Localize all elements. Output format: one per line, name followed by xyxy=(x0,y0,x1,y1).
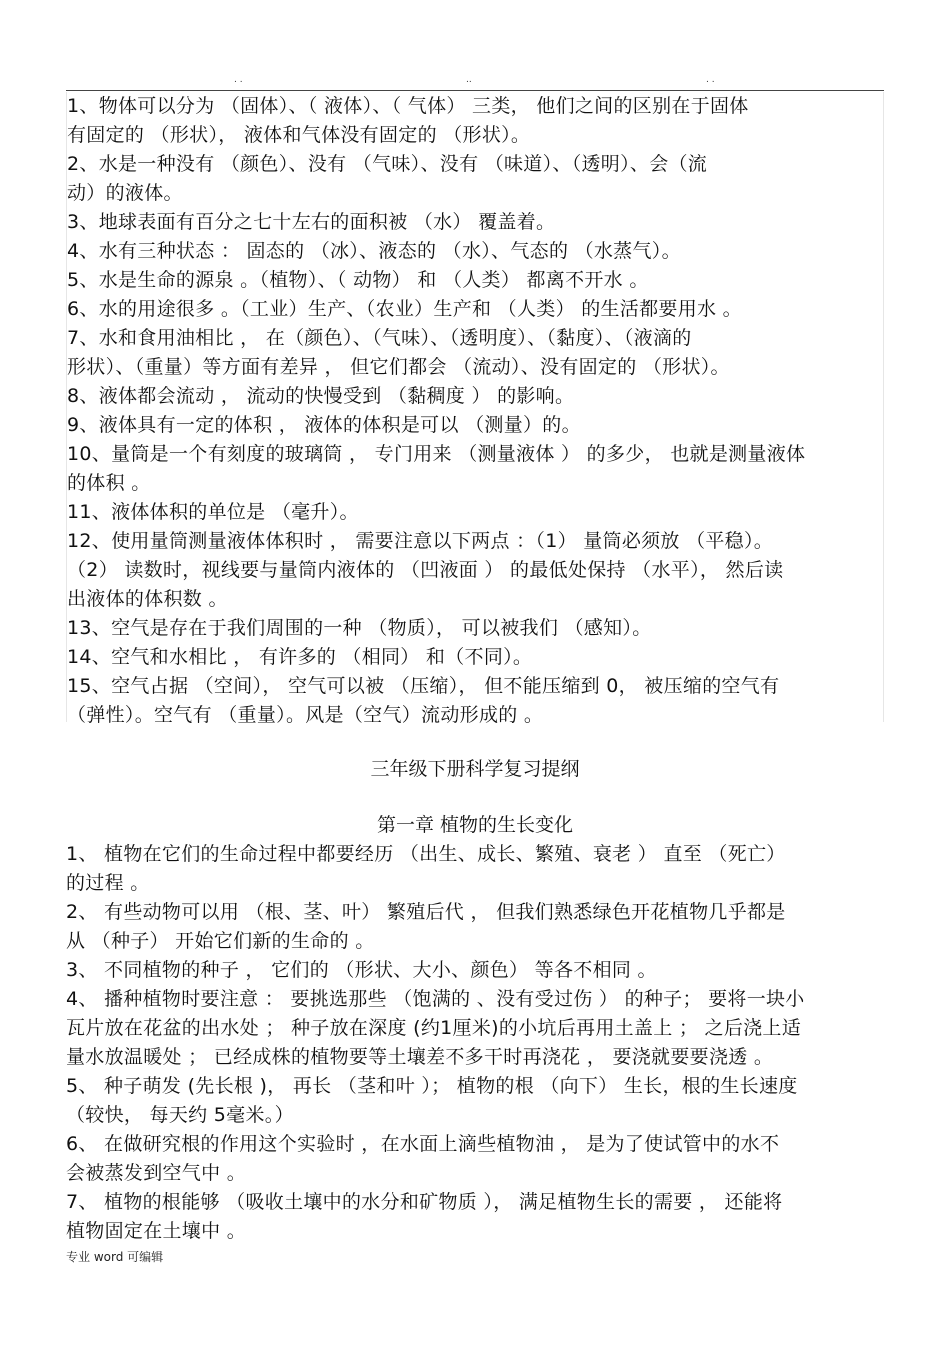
item-line: （2） 读数时，视线要与量筒内液体的 （凹液面 ） 的最低处保持 （水平）， 然后读 xyxy=(67,559,784,581)
item-line: 1、物体可以分为 （固体）、（ 液体）、（ 气体） 三类， 他们之间的区别在于固体 xyxy=(67,95,749,117)
item-line: 5、水是生命的源泉 。（植物）、（ 动物） 和 （人类） 都离不开水 。 xyxy=(67,269,649,291)
item-line: 6、 在做研究根的作用这个实验时 ，在水面上滴些植物油 ， 是为了使试管中的水不 xyxy=(66,1133,780,1155)
list-item xyxy=(67,92,883,150)
item-line: 12、使用量筒测量液体体积时 ， 需要注意以下两点 ：（1） 量筒必须放 （平稳）。 xyxy=(67,530,774,552)
list-item xyxy=(67,614,883,643)
item-line: 4、水有三种状态 ： 固态的 （冰）、液态的 （水）、气态的 （水蒸气）。 xyxy=(67,240,681,262)
list-item xyxy=(67,411,883,440)
list-item xyxy=(66,1188,886,1246)
header-mark: . . xyxy=(706,75,715,85)
item-line: 1、 植物在它们的生命过程中都要经历 （出生、成长、繁殖、衰老 ） 直至 （死亡） xyxy=(66,843,786,865)
item-line: 8、液体都会流动 ， 流动的快慢受到 （黏稠度 ） 的影响。 xyxy=(67,385,575,407)
item-line: 会被蒸发到空气中 。 xyxy=(66,1162,247,1184)
section-plant-growth xyxy=(66,840,886,1246)
item-line: 10、量筒是一个有刻度的玻璃筒 ， 专门用来 （测量液体 ） 的多少， 也就是测量液体 xyxy=(67,443,806,465)
item-line: 动）的液体。 xyxy=(67,182,183,204)
list-item xyxy=(67,237,883,266)
item-line: （弹性）。空气有 （重量）。风是（空气）流动形成的 。 xyxy=(67,704,544,726)
list-item xyxy=(67,527,883,614)
top-rule xyxy=(66,90,884,91)
item-line: 2、水是一种没有 （颜色）、没有 （气味）、没有 （味道）、（透明）、会（流 xyxy=(67,153,708,175)
list-item xyxy=(66,1130,886,1188)
item-line: 形状）、（重量）等方面有差异 ， 但它们都会 （流动）、没有固定的 （形状）。 xyxy=(67,356,730,378)
section-water-air xyxy=(66,92,884,726)
header-mark: .. xyxy=(466,75,472,85)
list-item xyxy=(67,672,883,730)
item-line: 有固定的 （形状）， 液体和气体没有固定的 （形状）。 xyxy=(67,124,531,146)
list-item xyxy=(67,440,883,498)
header-mark: . . xyxy=(234,75,243,85)
item-line: 11、液体体积的单位是 （毫升）。 xyxy=(67,501,359,523)
item-line: （较快， 每天约 5毫米。） xyxy=(66,1104,294,1126)
item-line: 4、 播种植物时要注意 ： 要挑选那些 （饱满的 、没有受过伤 ） 的种子； 要将一块小 xyxy=(66,988,805,1010)
item-line: 6、水的用途很多 。（工业）生产、（农业）生产和 （人类） 的生活都要用水 。 xyxy=(67,298,742,320)
item-line: 5、 种子萌发 (先长根 )， 再长 （茎和叶 ）； 植物的根 （向下） 生长，根的生长速度 xyxy=(66,1075,798,1097)
item-line: 瓦片放在花盆的出水处 ； 种子放在深度 (约1厘米)的小坑后再用土盖上 ； 之后浇上适 xyxy=(66,1017,802,1039)
item-line: 的体积 。 xyxy=(67,472,151,494)
list-item xyxy=(66,898,886,956)
item-line: 植物固定在土壤中 。 xyxy=(66,1220,247,1242)
item-line: 从 （种子） 开始它们新的生命的 。 xyxy=(66,930,375,952)
item-line: 7、 植物的根能够 （吸收土壤中的水分和矿物质 ）， 满足植物生长的需要 ， 还能将 xyxy=(66,1191,783,1213)
list-item xyxy=(66,840,886,898)
item-line: 3、地球表面有百分之七十左右的面积被 （水） 覆盖着。 xyxy=(67,211,556,233)
list-item xyxy=(66,956,886,985)
item-line: 的过程 。 xyxy=(66,872,150,894)
list-item xyxy=(67,150,883,208)
list-item xyxy=(66,985,886,1072)
list-item xyxy=(67,266,883,295)
item-line: 14、空气和水相比 ， 有许多的 （相同） 和（不同）。 xyxy=(67,646,533,668)
list-item xyxy=(67,498,883,527)
item-line: 7、水和食用油相比 ， 在（颜色）、（气味）、（透明度）、（黏度）、（液滴的 xyxy=(67,327,692,349)
list-item xyxy=(67,295,883,324)
list-item xyxy=(67,382,883,411)
item-line: 2、 有些动物可以用 （根、茎、叶） 繁殖后代 ， 但我们熟悉绿色开花植物几乎都是 xyxy=(66,901,786,923)
footer-note: 专业 word 可编辑 xyxy=(66,1250,164,1264)
item-line: 量水放温暖处 ； 已经成株的植物要等土壤差不多干时再浇花 ， 要浇就要要浇透 。 xyxy=(66,1046,774,1068)
page-header-marks xyxy=(66,74,882,86)
chapter-title: 第一章 植物的生长变化 xyxy=(376,814,574,836)
list-item xyxy=(67,643,883,672)
item-line: 出液体的体积数 。 xyxy=(67,588,228,610)
list-item xyxy=(67,324,883,382)
item-line: 9、液体具有一定的体积 ， 液体的体积是可以 （测量）的。 xyxy=(67,414,581,436)
document-title: 三年级下册科学复习提纲 xyxy=(370,758,580,780)
item-line: 3、 不同植物的种子 ， 它们的 （形状、大小、颜色） 等各不相同 。 xyxy=(66,959,657,981)
list-item xyxy=(67,208,883,237)
list-item xyxy=(66,1072,886,1130)
item-line: 13、空气是存在于我们周围的一种 （物质）， 可以被我们 （感知）。 xyxy=(67,617,652,639)
item-line: 15、空气占据 （空间）， 空气可以被 （压缩）， 但不能压缩到 0， 被压缩的空气有 xyxy=(67,675,780,697)
